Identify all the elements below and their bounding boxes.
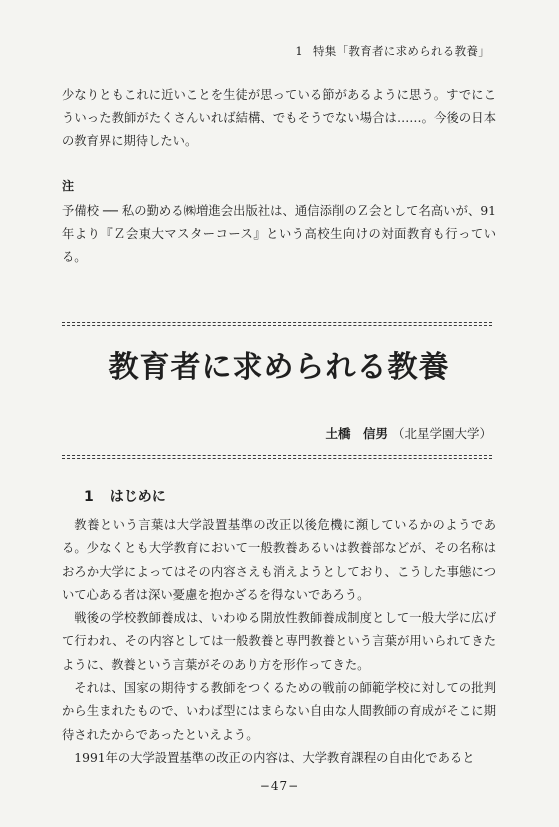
body-paragraph: 戦後の学校教師養成は、いわゆる開放性教師養成制度として一般大学に広げて行われ、その内容としては一般教養と専門教養という言葉が用いられてきたように、教養という言葉がそのあり方を形作ってきた。 (62, 611, 496, 672)
running-header (280, 43, 490, 59)
author-affiliation: （北星学園大学） (391, 426, 492, 441)
section-number: 1 (84, 489, 94, 505)
page-number: −47− (259, 779, 300, 793)
notes-heading: 注 (62, 179, 75, 193)
notes-text: 予備校 ── 私の勤める㈱増進会出版社は、通信添削のＺ会として名高いが、91年より『Ｚ会東大マスターコース』という高校生向けの対面教育も行っている。 (62, 204, 496, 265)
title-rule-top (62, 322, 492, 326)
section-heading (84, 486, 166, 506)
author-name: 土橋 信男 (325, 426, 388, 441)
body-paragraph: 教養という言葉は大学設置基準の改正以後危機に瀕しているかのようである。少なくとも大学教育において一般教養あるいは教養部などが、その名称はおろか大学によってはその内容さえも消えようとしており、こうした事態について心ある者は深い憂慮を抱かざるを得ないであろう。 (62, 518, 496, 602)
running-header-text: 特集「教育者に求められる教養」 (313, 44, 490, 58)
byline (280, 424, 492, 442)
body-text (62, 514, 496, 770)
article-title: 教育者に求められる教養 (108, 350, 450, 385)
title-rule-bottom (62, 455, 492, 459)
intro-paragraph: 少なりともこれに近いことを生徒が思っている節があるように思う。すでにこういった教師がたくさんいれば結構、でもそうでない場合は……。今後の日本の教育界に期待したい。 (62, 88, 496, 149)
running-header-number: 1 (295, 44, 303, 58)
body-paragraph: それは、国家の期待する教師をつくるための戦前の師範学校に対しての批判から生まれたもので、いわば型にはまらない自由な人間教師の育成がそこに期待されたからであったといえよう。 (62, 681, 496, 742)
section-title: はじめに (109, 489, 166, 505)
body-paragraph: 1991年の大学設置基準の改正の内容は、大学教育課程の自由化であると (74, 750, 475, 765)
